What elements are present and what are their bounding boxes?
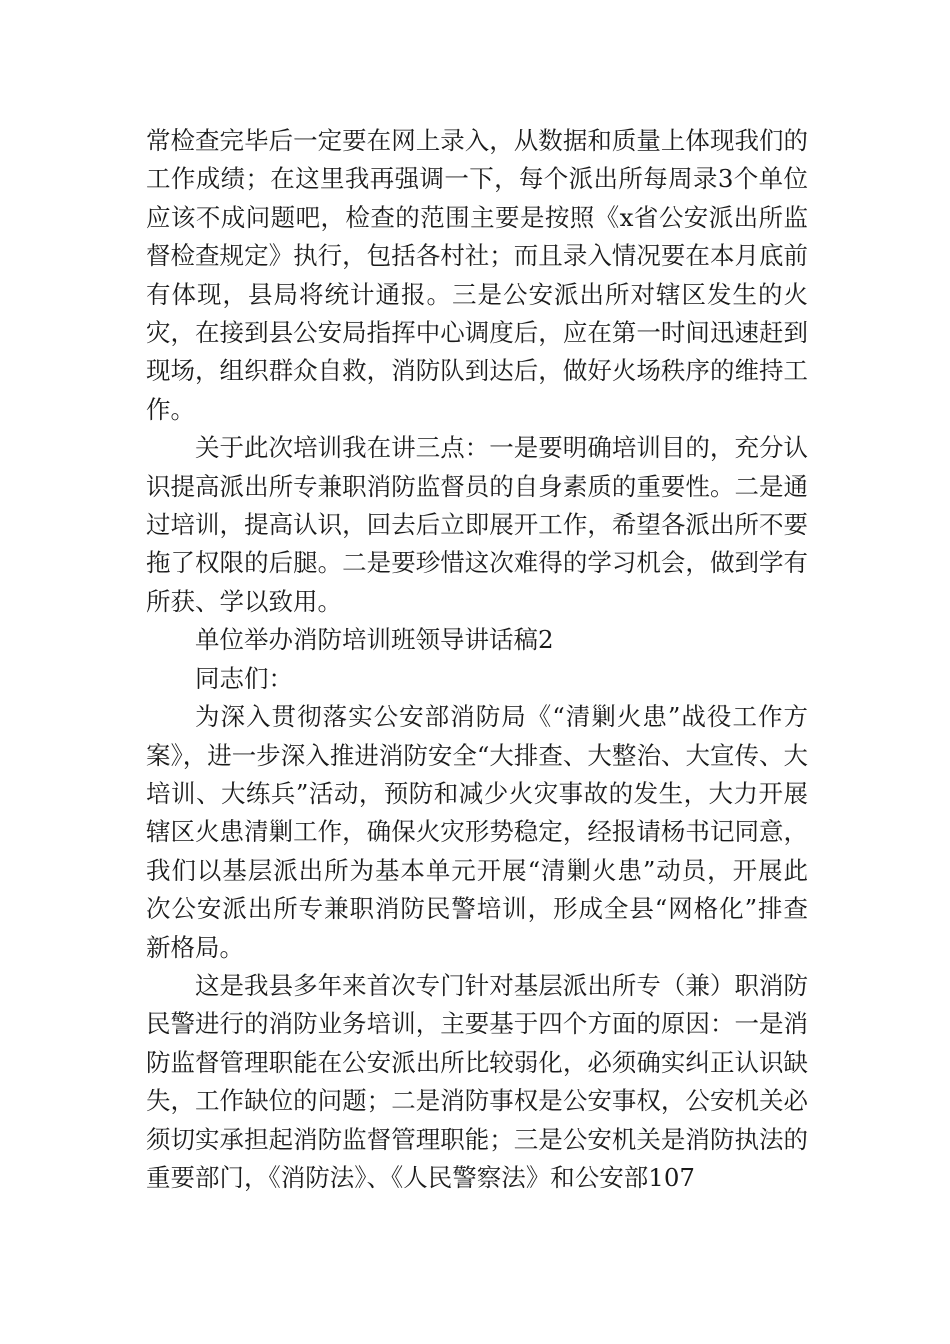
- speech-title: 单位举办消防培训班领导讲话稿2: [195, 625, 554, 655]
- paragraph-continued: 常检查完毕后一定要在网上录入，从数据和质量上体现我们的工作成绩；在这里我再强调一下，每个派出所每周录3个单位应该不成问题吧，检查的范围主要是按照《x省公安派出所监督检查规定》执行，包括各村社；而且录入情况要在本月底前有体现，县局将统计通报。三是公安派出所对辖区发生的火灾，在接到县公安局指挥中心调度后，应在第一时间迅速赶到现场，组织群众自救，消防队到达后，做好火场秩序的维持工作。: [146, 126, 808, 424]
- paragraph-purpose: 为深入贯彻落实公安部消防局《“清剿火患”战役工作方案》，进一步深入推进消防安全“大排查、大整治、大宣传、大培训、大练兵”活动，预防和减少火灾事故的发生，大力开展辖区火患清剿工作，确保火灾形势稳定，经报请杨书记同意，我们以基层派出所为基本单元开展“清剿火患”动员，开展此次公安派出所专兼职消防民警培训，形成全县“网格化”排查新格局。: [146, 702, 808, 962]
- salutation: 同志们：: [195, 663, 293, 693]
- paragraph-training-points: 关于此次培训我在讲三点：一是要明确培训目的，充分认识提高派出所专兼职消防监督员的自身素质的重要性。二是通过培训，提高认识，回去后立即展开工作，希望各派出所不要拖了权限的后腿。二是要珍惜这次难得的学习机会，做到学有所获、学以致用。: [146, 433, 808, 616]
- paragraph-reasons: 这是我县多年来首次专门针对基层派出所专（兼）职消防民警进行的消防业务培训，主要基于四个方面的原因：一是消防监督管理职能在公安派出所比较弱化，必须确实纠正认识缺失，工作缺位的问题；二是消防事权是公安事权，公安机关必须切实承担起消防监督管理职能；三是公安机关是消防执法的重要部门，《消防法》、《人民警察法》和公安部107: [146, 970, 808, 1192]
- document-page: [146, 122, 808, 1197]
